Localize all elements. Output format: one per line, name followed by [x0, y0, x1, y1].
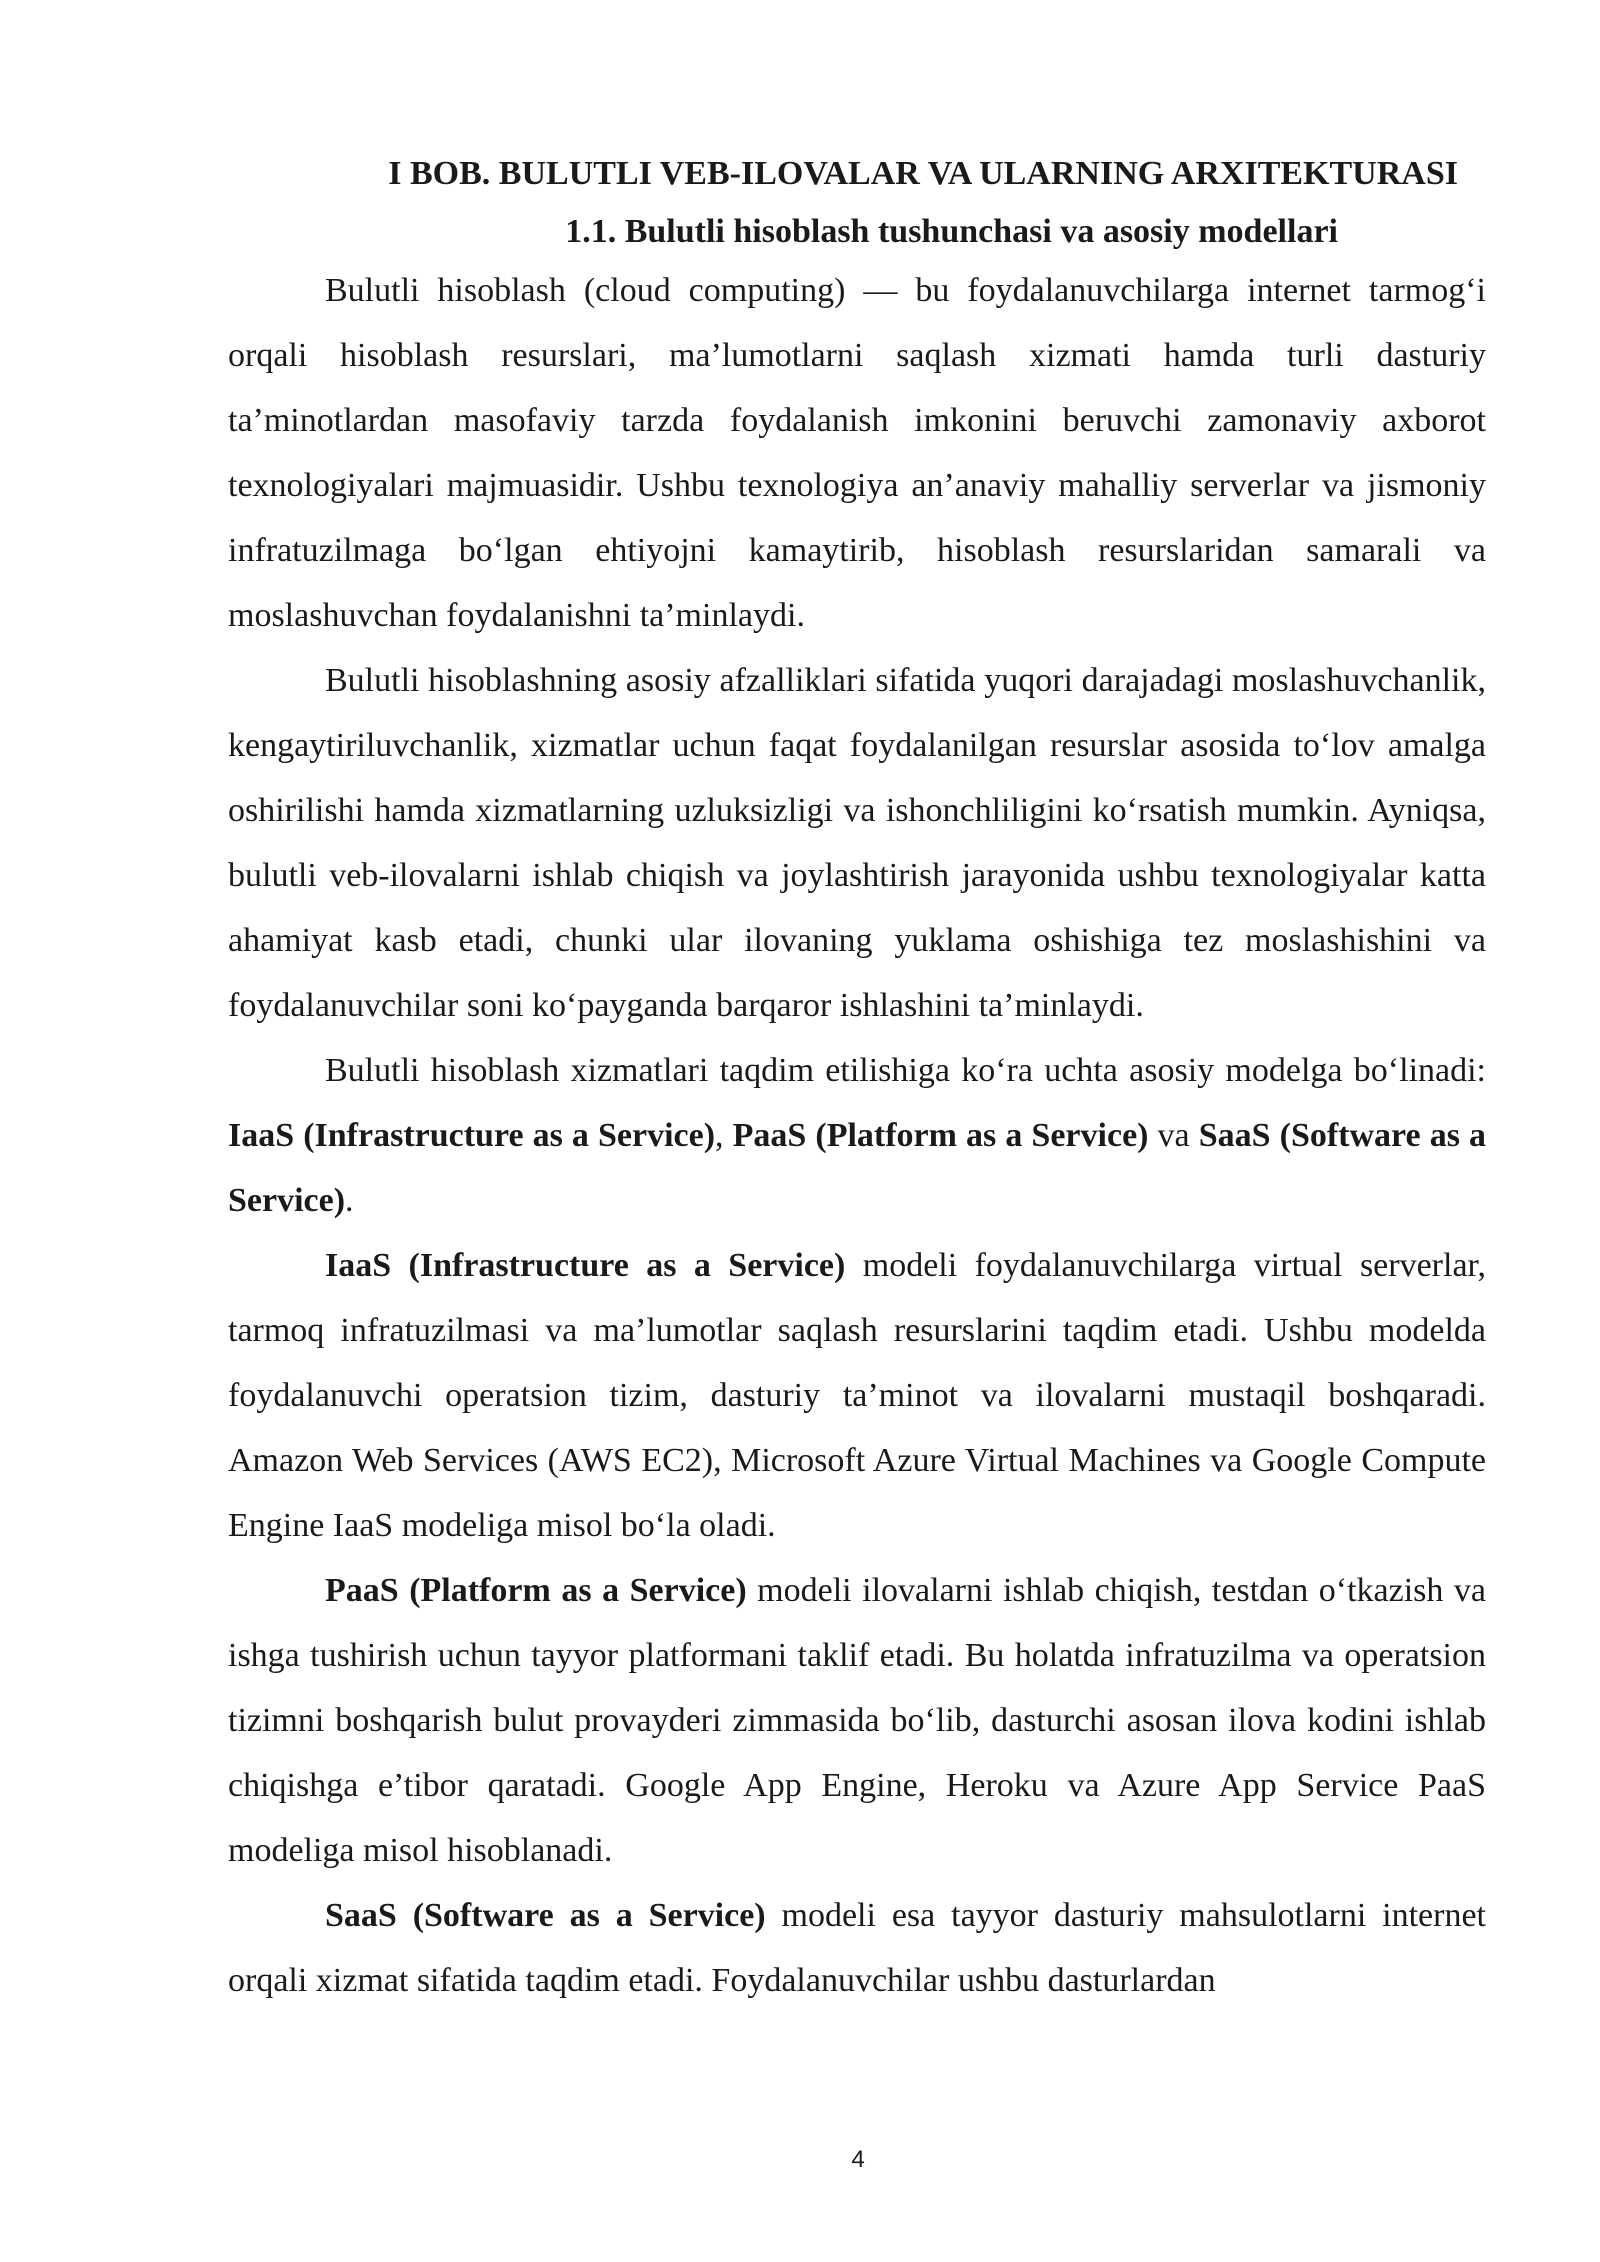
paragraph-models-intro: [228, 1038, 1486, 1233]
conjunction-text: va: [1148, 1117, 1199, 1154]
paas-term: PaaS (Platform as a Service): [732, 1117, 1149, 1154]
iaas-term: IaaS (Infrastructure as a Service): [228, 1117, 716, 1154]
saas-term: SaaS (Software as a Service): [228, 1117, 1487, 1219]
paragraph-iaas: [228, 1233, 1486, 1558]
saas-description: modeli esa tayyor dasturiy mahsulotlarni internet orqali xizmat sifatida taqdim etadi. Foydalanuvchilar ushbu dasturlardan: [228, 1897, 1486, 1999]
paas-heading-term: PaaS (Platform as a Service): [325, 1572, 747, 1609]
period-text: .: [345, 1182, 354, 1219]
page-number: 4: [851, 2146, 865, 2173]
models-intro-text: Bulutli hisoblash xizmatlari taqdim etilishiga ko‘ra uchta asosiy modelga bo‘linadi:: [325, 1052, 1486, 1089]
paragraph-paas: [228, 1558, 1486, 1883]
paragraph-advantages: Bulutli hisoblashning asosiy afzalliklari sifatida yuqori darajadagi moslashuvchanlik, kengaytiriluvchanlik, xizmatlar uchun faqat foydalanilgan resurslar asosida to‘lov amalga oshirilishi hamda xizmatlarning uzluksizligi va ishonchliligini ko‘rsatish mumkin. Ayniqsa, bulutli veb-ilovalarni ishlab chiqish va joylashtirish jarayonida ushbu texnologiyalar katta ahamiyat kasb etadi, chunki ular ilovaning yuklama oshishiga tez moslashishini va foydalanuvchilar soni ko‘payganda barqaror ishlashini ta’minlaydi.: [228, 662, 1486, 1024]
separator-comma: ,: [715, 1117, 733, 1154]
iaas-heading-term: IaaS (Infrastructure as a Service): [325, 1247, 846, 1284]
iaas-description: modeli foydalanuvchilarga virtual serverlar, tarmoq infratuzilmasi va ma’lumotlar saqlash resurslarini taqdim etadi. Ushbu modelda foydalanuvchi operatsion tizim, dasturiy ta’minot va ilovalarni mustaqil boshqaradi. Amazon Web Services (AWS EC2), Microsoft Azure Virtual Machines va Google Compute Engine IaaS modeliga misol bo‘la oladi.: [228, 1247, 1487, 1544]
chapter-title: I BOB. BULUTLI VEB-ILOVALAR VA ULARNING ARXITEKTURASI: [388, 155, 1458, 192]
paas-description: modeli ilovalarni ishlab chiqish, testdan o‘tkazish va ishga tushirish uchun tayyor platformani taklif etadi. Bu holatda infratuzilma va operatsion tizimni boshqarish bulut provayderi zimmasida bo‘lib, dasturchi asosan ilova kodini ishlab chiqishga e’tibor qaratadi. Google App Engine, Heroku va Azure App Service PaaS modeliga misol hisoblanadi.: [228, 1572, 1486, 1869]
paragraph-definition: Bulutli hisoblash (cloud computing) — bu foydalanuvchilarga internet tarmog‘i orqali hisoblash resurslari, ma’lumotlarni saqlash xizmati hamda turli dasturiy ta’minotlardan masofaviy tarzda foydalanish imkonini beruvchi zamonaviy axborot texnologiyalari majmuasidir. Ushbu texnologiya an’anaviy mahalliy serverlar va jismoniy infratuzilmaga bo‘lgan ehtiyojni kamaytirib, hisoblash resurslaridan samarali va moslashuvchan foydalanishni ta’minlaydi.: [228, 272, 1486, 634]
section-title: 1.1. Bulutli hisoblash tushunchasi va asosiy modellari: [565, 213, 1338, 250]
paragraph-saas: [228, 1883, 1486, 2013]
saas-heading-term: SaaS (Software as a Service): [325, 1897, 766, 1934]
document-page: [228, 148, 1486, 2013]
